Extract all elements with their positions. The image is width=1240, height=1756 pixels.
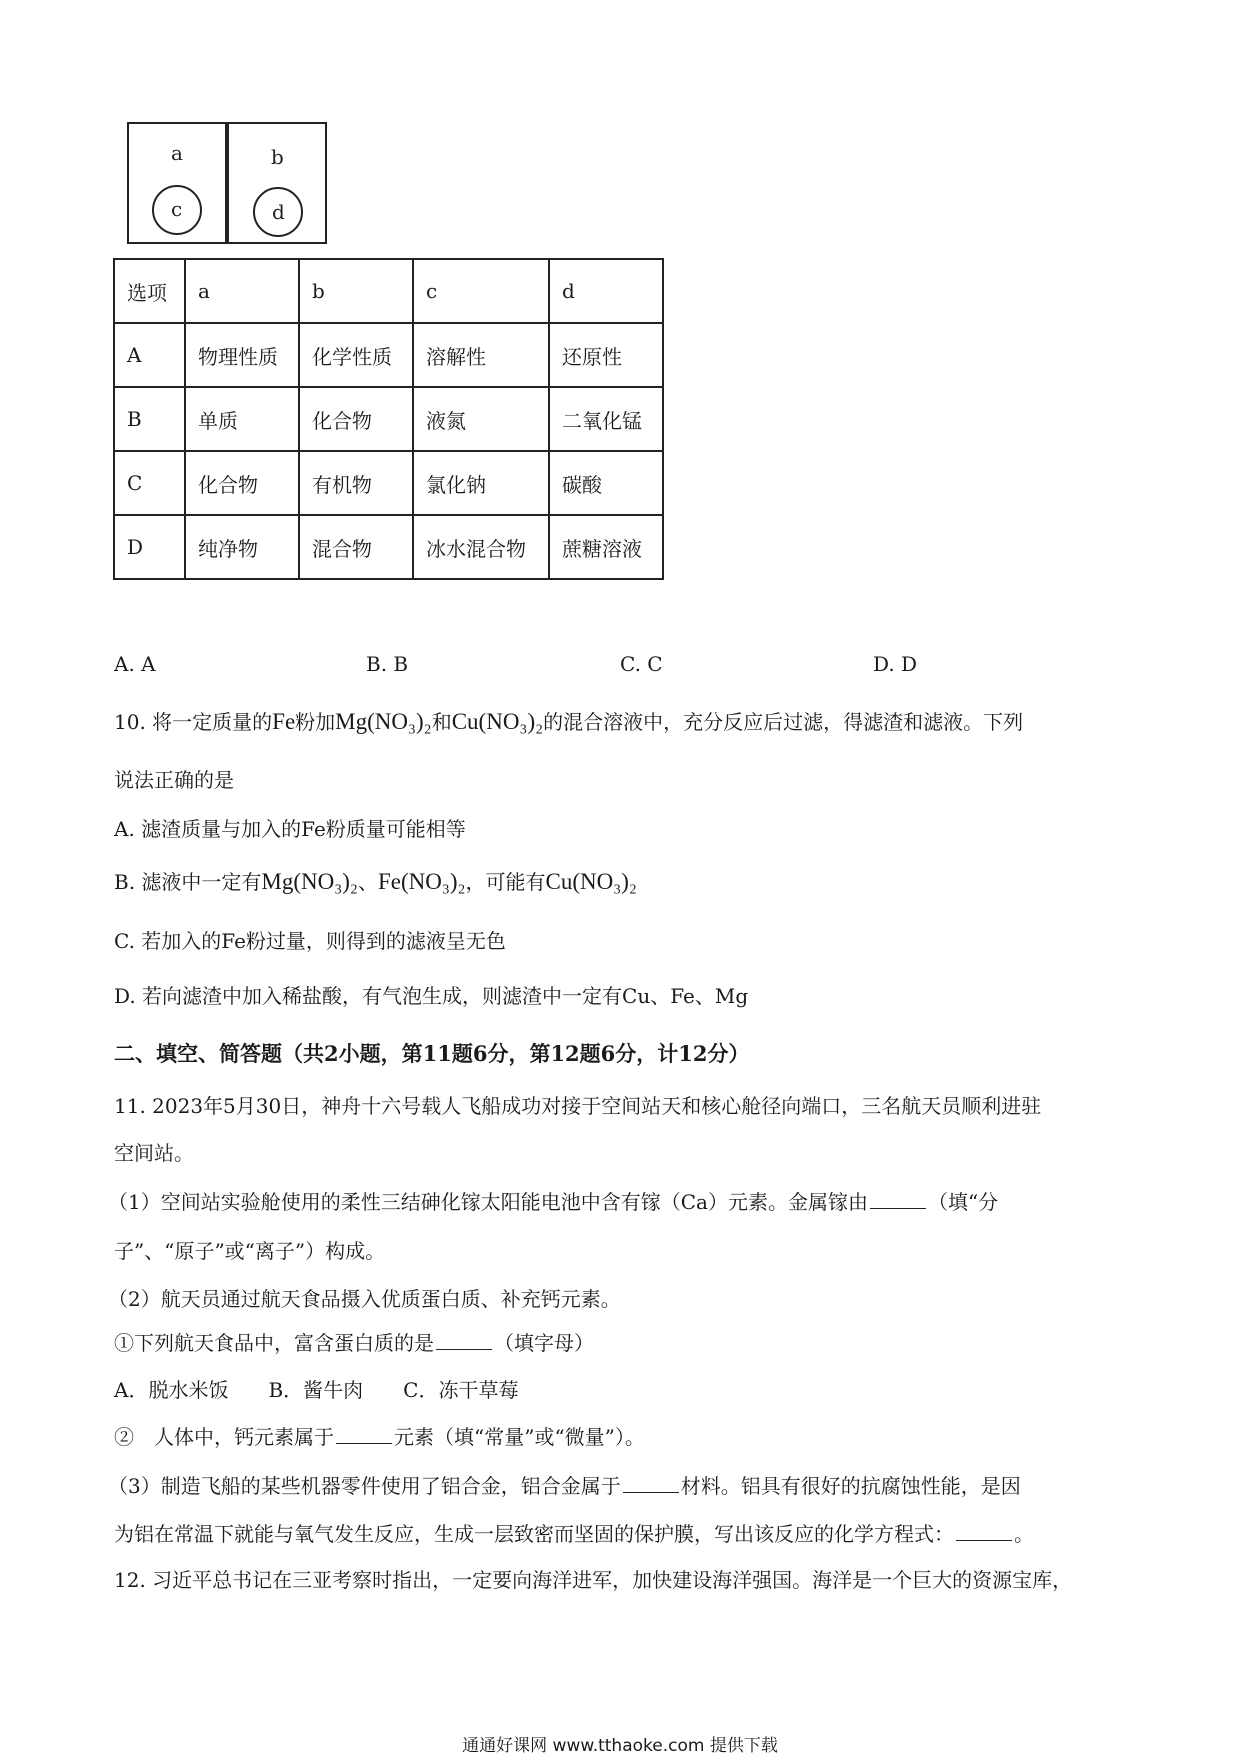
answer-blank[interactable] xyxy=(956,1522,1012,1541)
table-cell: 混合物 xyxy=(299,515,413,579)
classification-diagram xyxy=(127,122,327,244)
q9-choice-a: A. A xyxy=(114,652,156,676)
table-cell: 单质 xyxy=(185,387,299,451)
table-cell: 蔗糖溶液 xyxy=(549,515,663,579)
q11-part2-1 xyxy=(114,1327,594,1356)
table-cell: 液氮 xyxy=(413,387,549,451)
table-cell: 氯化钠 xyxy=(413,451,549,515)
q10-text: 、 xyxy=(357,870,378,894)
q9-choice-d: D. D xyxy=(873,652,918,676)
q10-option-b xyxy=(114,866,637,895)
cu-nitrate-formula: Cu(NO₃)₂ xyxy=(545,869,637,894)
table-cell: A xyxy=(114,323,185,387)
table-row xyxy=(114,323,663,387)
q10-option-a: A. 滤渣质量与加入的Fe粉质量可能相等 xyxy=(114,817,466,841)
table-cell: 纯净物 xyxy=(185,515,299,579)
q11-text: （填字母） xyxy=(494,1331,594,1355)
table-row xyxy=(114,451,663,515)
q11-stem-line1: 11. 2023年5月30日，神舟十六号载人飞船成功对接于空间站天和核心舱径向端口，三名航天员顺利进驻 xyxy=(114,1094,1042,1118)
table-row xyxy=(114,515,663,579)
table-cell: a xyxy=(185,259,299,323)
table-header-row xyxy=(114,259,663,323)
q11-part2-2 xyxy=(114,1421,645,1450)
q11-text: 。 xyxy=(1014,1522,1034,1546)
table-cell: 还原性 xyxy=(549,323,663,387)
answer-blank[interactable] xyxy=(623,1474,679,1493)
q10-text: 和 xyxy=(431,710,452,734)
table-cell: 化合物 xyxy=(185,451,299,515)
q11-part3-line1 xyxy=(108,1470,1021,1499)
section-heading: 二、填空、简答题（共2小题，第11题6分，第12题6分，计12分） xyxy=(114,1041,750,1066)
q10-option-d: D. 若向滤渣中加入稀盐酸，有气泡生成，则滤渣中一定有Cu、Fe、Mg xyxy=(114,984,749,1008)
q11-text: 元素（填“常量”或“微量”）。 xyxy=(394,1425,645,1449)
diagram-label-d: d xyxy=(272,200,285,224)
q11-stem-line2: 空间站。 xyxy=(114,1141,194,1165)
q10-text: 的混合溶液中，充分反应后过滤，得滤渣和滤液。下列 xyxy=(543,710,1024,734)
table-cell: 二氧化锰 xyxy=(549,387,663,451)
q11-part3-line2 xyxy=(114,1518,1034,1547)
q10-text: ，可能有 xyxy=(465,870,546,894)
table-cell: 物理性质 xyxy=(185,323,299,387)
q11-text: ② 人体中，钙元素属于 xyxy=(114,1425,334,1449)
page-footer: 通通好课网 www.tthaoke.com 提供下载 xyxy=(462,1736,778,1756)
q11-part1-line2: 子”、“原子”或“离子”）构成。 xyxy=(114,1239,386,1263)
answer-blank[interactable] xyxy=(870,1190,926,1209)
table-cell: c xyxy=(413,259,549,323)
table-cell: 化合物 xyxy=(299,387,413,451)
diagram-label-a: a xyxy=(171,141,183,165)
table-cell: 碳酸 xyxy=(549,451,663,515)
q11-text: 材料。铝具有很好的抗腐蚀性能，是因 xyxy=(680,1474,1021,1498)
options-table xyxy=(113,258,664,580)
q11-text: （1）空间站实验舱使用的柔性三结砷化镓太阳能电池中含有镓（Ca）元素。金属镓由 xyxy=(108,1190,868,1214)
q12-stem-line1: 12. 习近平总书记在三亚考察时指出，一定要向海洋进军，加快建设海洋强国。海洋是一个巨大的资源宝库， xyxy=(114,1568,1073,1592)
q11-text: （填“分 xyxy=(927,1190,999,1214)
cu-nitrate-formula: Cu(NO₃)₂ xyxy=(451,709,544,734)
q10-text: 粉加 xyxy=(295,710,336,734)
diagram-label-b: b xyxy=(271,145,284,169)
q11-text: ①下列航天食品中，富含蛋白质的是 xyxy=(114,1331,434,1355)
q10-text: B. 滤液中一定有 xyxy=(114,870,262,894)
diagram-label-c: c xyxy=(171,197,183,221)
q11-part2: （2）航天员通过航天食品摄入优质蛋白质、补充钙元素。 xyxy=(108,1287,621,1311)
q10-option-c: C. 若加入的Fe粉过量，则得到的滤液呈无色 xyxy=(114,929,506,953)
q11-part1-line1 xyxy=(108,1186,998,1215)
q11-text: （3）制造飞船的某些机器零件使用了铝合金，铝合金属于 xyxy=(108,1474,621,1498)
q10-text: 10. 将一定质量的 xyxy=(114,710,273,734)
answer-blank[interactable] xyxy=(336,1425,392,1444)
table-cell: 化学性质 xyxy=(299,323,413,387)
table-cell: D xyxy=(114,515,185,579)
table-row xyxy=(114,387,663,451)
q9-choice-b: B. B xyxy=(366,652,409,676)
table-cell: 冰水混合物 xyxy=(413,515,549,579)
table-cell: 有机物 xyxy=(299,451,413,515)
q11-part2-options: A．脱水米饭 B．酱牛肉 C．冻干草莓 xyxy=(114,1378,519,1402)
table-cell: B xyxy=(114,387,185,451)
diagram-box-right xyxy=(228,123,326,243)
q10-stem-line2: 说法正确的是 xyxy=(114,768,234,792)
fe-nitrate-formula: Fe(NO₃)₂ xyxy=(377,869,466,894)
table-cell: 选项 xyxy=(114,259,185,323)
table-cell: 溶解性 xyxy=(413,323,549,387)
table-cell: C xyxy=(114,451,185,515)
q11-text: 为铝在常温下就能与氧气发生反应，生成一层致密而坚固的保护膜，写出该反应的化学方程式： xyxy=(114,1522,954,1546)
table-cell: b xyxy=(299,259,413,323)
q10-stem-line1 xyxy=(114,706,1023,735)
q9-choice-c: C. C xyxy=(620,652,663,676)
fe-symbol: Fe xyxy=(272,709,296,734)
mg-nitrate-formula: Mg(NO₃)₂ xyxy=(261,869,358,894)
answer-blank[interactable] xyxy=(436,1331,492,1350)
mg-nitrate-formula: Mg(NO₃)₂ xyxy=(335,709,432,734)
table-cell: d xyxy=(549,259,663,323)
